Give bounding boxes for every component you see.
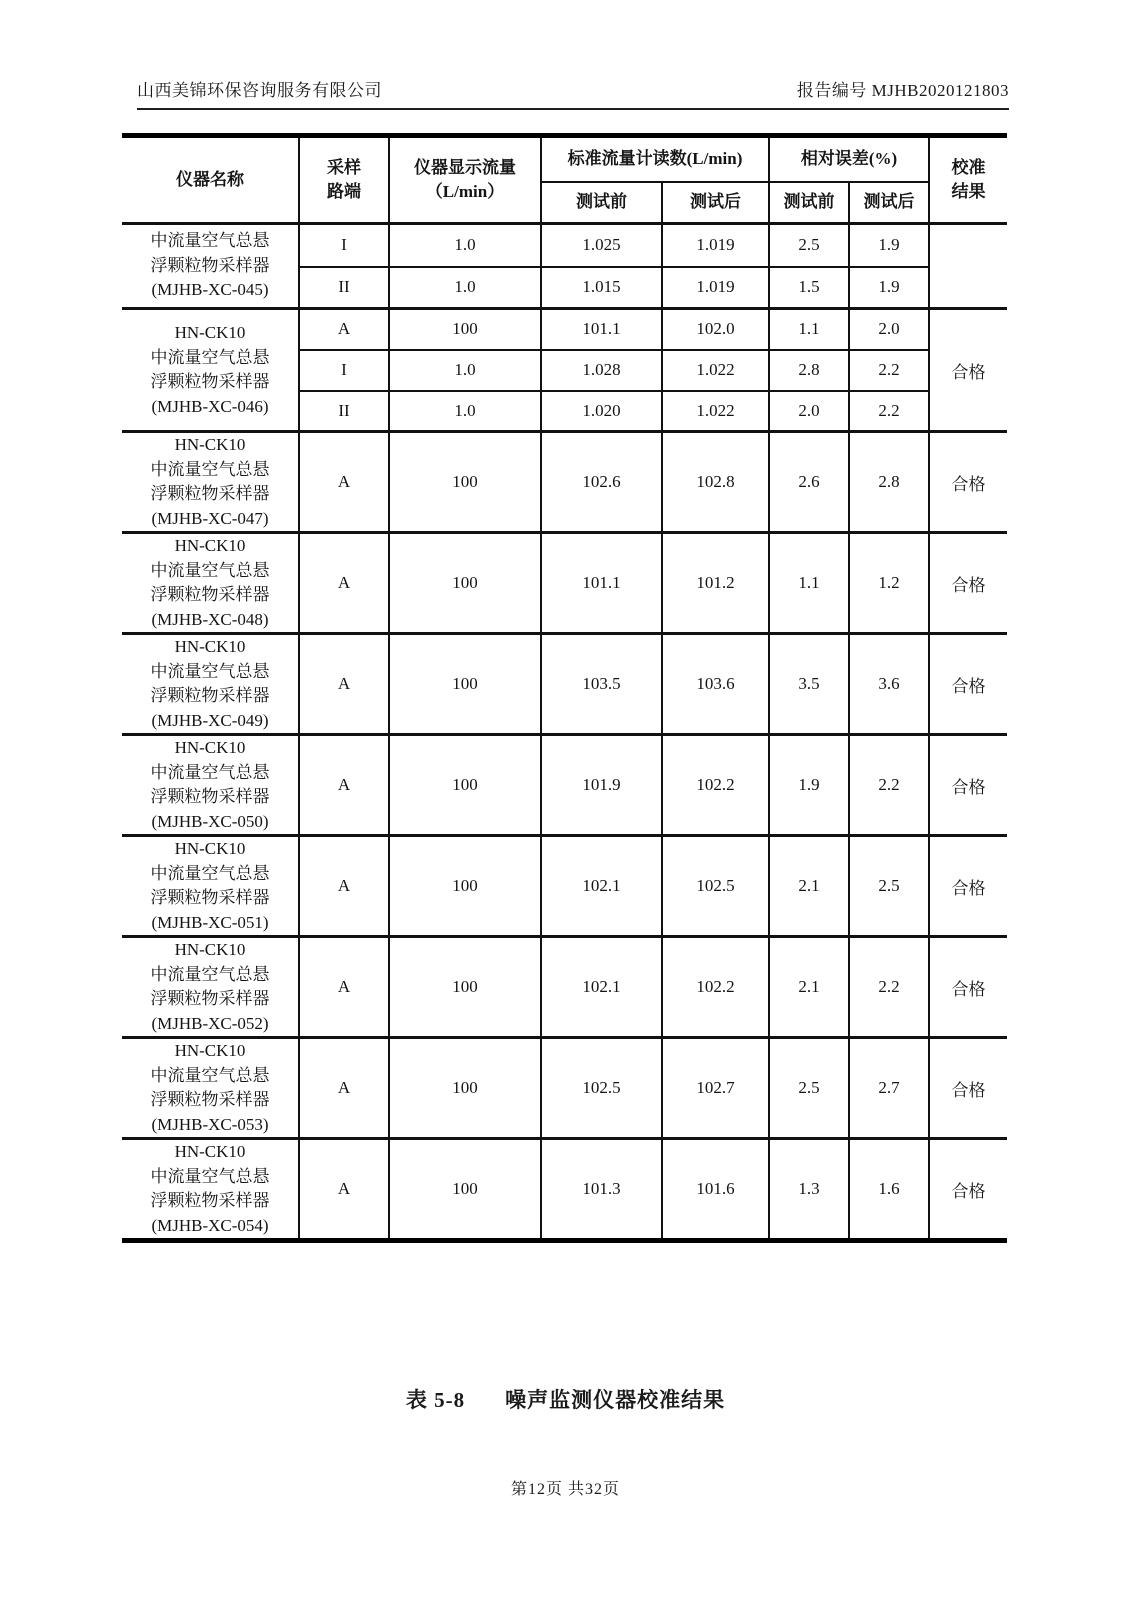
header-calibration-result [929, 136, 1007, 224]
std-after-cell: 1.019 [662, 267, 769, 309]
display-flow-cell: 1.0 [389, 391, 541, 432]
header-display-flow [389, 136, 541, 224]
display-flow-cell: 1.0 [389, 267, 541, 309]
std-after-cell: 103.6 [662, 634, 769, 735]
std-after-cell: 101.2 [662, 533, 769, 634]
header-display-flow-line1: 仪器显示流量 [414, 158, 516, 177]
instrument-name-line: 中流量空气总悬 [150, 560, 270, 580]
display-flow-cell: 100 [389, 836, 541, 937]
calibration-results-table [122, 133, 1007, 1243]
instrument-name-cell [122, 836, 299, 937]
err-before-cell: 1.1 [769, 533, 849, 634]
std-after-cell: 102.0 [662, 309, 769, 350]
result-cell: 合格 [929, 634, 1007, 735]
document-header [137, 76, 1009, 110]
table-row [122, 224, 1007, 267]
channel-cell: A [299, 937, 389, 1038]
instrument-name-line: (MJHB-XC-054) [151, 1215, 269, 1235]
instrument-name-line: 中流量空气总悬 [150, 1065, 270, 1085]
header-err-after-test: 测试后 [849, 182, 929, 224]
channel-cell: A [299, 836, 389, 937]
instrument-name-line: HN-CK10 [174, 323, 246, 342]
instrument-name-line: 浮颗粒物采样器 [150, 1090, 270, 1109]
instrument-name-cell [122, 432, 299, 533]
table-row [122, 1038, 1007, 1139]
instrument-name-line: (MJHB-XC-050) [151, 811, 269, 831]
table-row [122, 533, 1007, 634]
std-before-cell: 102.6 [541, 432, 662, 533]
table-row [122, 634, 1007, 735]
header-relative-error: 相对误差(%) [769, 136, 929, 182]
err-before-cell: 1.5 [769, 267, 849, 309]
channel-cell: A [299, 735, 389, 836]
table-row [122, 1139, 1007, 1241]
display-flow-cell: 100 [389, 937, 541, 1038]
instrument-name-line: 中流量空气总悬 [150, 1166, 270, 1186]
instrument-name-line: 中流量空气总悬 [150, 964, 270, 984]
instrument-name-line: 中流量空气总悬 [150, 347, 270, 367]
instrument-name-line: HN-CK10 [174, 1142, 246, 1161]
table-row [122, 937, 1007, 1038]
instrument-name-line: (MJHB-XC-051) [151, 912, 269, 932]
std-before-cell: 101.3 [541, 1139, 662, 1241]
instrument-name-line: (MJHB-XC-048) [151, 609, 269, 629]
std-before-cell: 1.025 [541, 224, 662, 267]
channel-cell: I [299, 350, 389, 391]
instrument-name-line: HN-CK10 [174, 435, 246, 454]
header-calibration-result-line2: 结果 [951, 182, 986, 201]
channel-cell: A [299, 1139, 389, 1241]
std-after-cell: 102.8 [662, 432, 769, 533]
instrument-name-line: 中流量空气总悬 [150, 762, 270, 782]
err-after-cell: 2.2 [849, 937, 929, 1038]
err-after-cell: 1.9 [849, 267, 929, 309]
err-before-cell: 1.9 [769, 735, 849, 836]
std-after-cell: 1.022 [662, 391, 769, 432]
std-before-cell: 101.9 [541, 735, 662, 836]
instrument-name-cell [122, 533, 299, 634]
table-row [122, 432, 1007, 533]
std-after-cell: 101.6 [662, 1139, 769, 1241]
display-flow-cell: 100 [389, 634, 541, 735]
result-cell: 合格 [929, 836, 1007, 937]
instrument-name-cell [122, 309, 299, 432]
err-after-cell: 3.6 [849, 634, 929, 735]
instrument-name-cell [122, 735, 299, 836]
result-cell: 合格 [929, 432, 1007, 533]
instrument-name-line: 中流量空气总悬 [150, 459, 270, 479]
page-footer [0, 1476, 1131, 1499]
result-cell [929, 224, 1007, 309]
instrument-name-line: HN-CK10 [174, 738, 246, 757]
std-before-cell: 1.028 [541, 350, 662, 391]
std-before-cell: 101.1 [541, 309, 662, 350]
report-number: 报告编号 MJHB2020121803 [796, 81, 1009, 100]
err-after-cell: 1.2 [849, 533, 929, 634]
instrument-name-cell [122, 1038, 299, 1139]
result-cell: 合格 [929, 1038, 1007, 1139]
std-after-cell: 102.2 [662, 937, 769, 1038]
instrument-name-line: 中流量空气总悬 [150, 231, 270, 251]
header-std-before-test: 测试前 [541, 182, 662, 224]
instrument-name-line: 中流量空气总悬 [150, 863, 270, 883]
std-after-cell: 102.7 [662, 1038, 769, 1139]
err-before-cell: 2.5 [769, 1038, 849, 1139]
header-sampling-channel [299, 136, 389, 224]
instrument-name-line: HN-CK10 [174, 637, 246, 656]
header-sampling-channel-line1: 采样 [327, 158, 361, 177]
std-after-cell: 102.5 [662, 836, 769, 937]
channel-cell: A [299, 309, 389, 350]
err-before-cell: 1.3 [769, 1139, 849, 1241]
table-row [122, 735, 1007, 836]
instrument-name-line: 浮颗粒物采样器 [150, 686, 270, 705]
err-after-cell: 2.2 [849, 391, 929, 432]
instrument-name-line: 浮颗粒物采样器 [150, 585, 270, 604]
instrument-name-line: (MJHB-XC-053) [151, 1114, 269, 1134]
display-flow-cell: 1.0 [389, 350, 541, 391]
table-caption-title: 噪声监测仪器校准结果 [505, 1388, 726, 1412]
std-before-cell: 102.1 [541, 836, 662, 937]
table-caption-label: 表 5-8 [405, 1388, 466, 1412]
channel-cell: A [299, 533, 389, 634]
instrument-name-line: 浮颗粒物采样器 [150, 1191, 270, 1210]
header-err-before-test: 测试前 [769, 182, 849, 224]
instrument-name-line: HN-CK10 [174, 1041, 246, 1060]
err-after-cell: 2.2 [849, 735, 929, 836]
err-before-cell: 2.0 [769, 391, 849, 432]
err-after-cell: 2.8 [849, 432, 929, 533]
instrument-name-line: 浮颗粒物采样器 [150, 372, 270, 391]
display-flow-cell: 100 [389, 735, 541, 836]
std-before-cell: 102.5 [541, 1038, 662, 1139]
instrument-name-line: HN-CK10 [174, 536, 246, 555]
err-before-cell: 3.5 [769, 634, 849, 735]
std-before-cell: 1.020 [541, 391, 662, 432]
instrument-name-line: (MJHB-XC-046) [151, 396, 269, 416]
next-table-caption [0, 1384, 1131, 1414]
instrument-name-line: 浮颗粒物采样器 [150, 255, 270, 275]
instrument-name-line: 浮颗粒物采样器 [150, 989, 270, 1008]
result-cell: 合格 [929, 937, 1007, 1038]
channel-cell: A [299, 432, 389, 533]
err-before-cell: 1.1 [769, 309, 849, 350]
instrument-name-line: 浮颗粒物采样器 [150, 484, 270, 503]
std-before-cell: 102.1 [541, 937, 662, 1038]
result-cell: 合格 [929, 309, 1007, 432]
display-flow-cell: 100 [389, 309, 541, 350]
std-before-cell: 101.1 [541, 533, 662, 634]
result-cell: 合格 [929, 735, 1007, 836]
display-flow-cell: 1.0 [389, 224, 541, 267]
display-flow-cell: 100 [389, 1038, 541, 1139]
instrument-name-cell [122, 634, 299, 735]
header-calibration-result-line1: 校准 [951, 158, 986, 177]
result-cell: 合格 [929, 533, 1007, 634]
instrument-name-line: (MJHB-XC-047) [151, 508, 269, 528]
header-instrument-name: 仪器名称 [122, 136, 299, 224]
table-header-row-1 [122, 136, 1007, 182]
err-after-cell: 2.7 [849, 1038, 929, 1139]
header-standard-flow-reading: 标准流量计读数(L/min) [541, 136, 769, 182]
std-before-cell: 1.015 [541, 267, 662, 309]
instrument-name-line: (MJHB-XC-052) [151, 1013, 269, 1033]
instrument-name-line: (MJHB-XC-049) [151, 710, 269, 730]
err-after-cell: 1.9 [849, 224, 929, 267]
channel-cell: A [299, 634, 389, 735]
company-name: 山西美锦环保咨询服务有限公司 [137, 81, 382, 100]
table-row [122, 309, 1007, 350]
err-after-cell: 1.6 [849, 1139, 929, 1241]
std-after-cell: 102.2 [662, 735, 769, 836]
channel-cell: A [299, 1038, 389, 1139]
table-row [122, 836, 1007, 937]
display-flow-cell: 100 [389, 432, 541, 533]
channel-cell: II [299, 391, 389, 432]
std-before-cell: 103.5 [541, 634, 662, 735]
err-before-cell: 2.1 [769, 937, 849, 1038]
instrument-name-line: HN-CK10 [174, 839, 246, 858]
instrument-name-line: 浮颗粒物采样器 [150, 787, 270, 806]
channel-cell: I [299, 224, 389, 267]
err-after-cell: 2.0 [849, 309, 929, 350]
header-sampling-channel-line2: 路端 [327, 182, 361, 201]
header-std-after-test: 测试后 [662, 182, 769, 224]
err-after-cell: 2.5 [849, 836, 929, 937]
display-flow-cell: 100 [389, 1139, 541, 1241]
channel-cell: II [299, 267, 389, 309]
result-cell: 合格 [929, 1139, 1007, 1241]
std-after-cell: 1.019 [662, 224, 769, 267]
instrument-name-line: 中流量空气总悬 [150, 661, 270, 681]
std-after-cell: 1.022 [662, 350, 769, 391]
instrument-name-line: 浮颗粒物采样器 [150, 888, 270, 907]
header-display-flow-line2: （L/min） [425, 182, 505, 201]
instrument-name-cell [122, 1139, 299, 1241]
instrument-name-cell [122, 224, 299, 309]
err-after-cell: 2.2 [849, 350, 929, 391]
err-before-cell: 2.1 [769, 836, 849, 937]
err-before-cell: 2.6 [769, 432, 849, 533]
instrument-name-line: HN-CK10 [174, 940, 246, 959]
instrument-name-cell [122, 937, 299, 1038]
page-number: 第12页 共32页 [510, 1481, 620, 1498]
instrument-name-line: (MJHB-XC-045) [151, 280, 269, 300]
display-flow-cell: 100 [389, 533, 541, 634]
err-before-cell: 2.8 [769, 350, 849, 391]
err-before-cell: 2.5 [769, 224, 849, 267]
